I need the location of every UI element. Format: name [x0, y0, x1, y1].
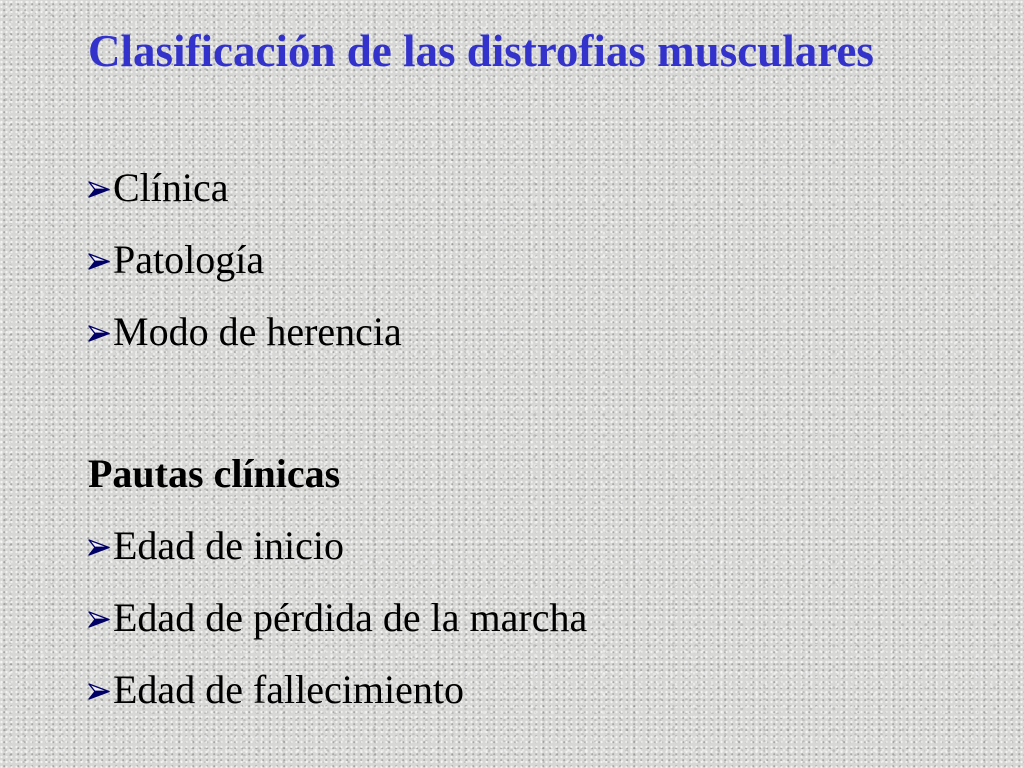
slide-title: Clasificación de las distrofias musculares: [88, 26, 874, 76]
arrowhead-bullet-icon: [88, 539, 110, 556]
classification-list: [88, 152, 402, 368]
clinical-guidelines-section: [88, 438, 587, 726]
list-item-label: Modo de herencia: [113, 309, 402, 354]
arrowhead-bullet-icon: [88, 611, 110, 628]
list-item: [88, 224, 402, 296]
arrowhead-bullet-icon: [88, 181, 110, 198]
clinical-guidelines-list: [88, 510, 587, 726]
section-heading: Pautas clínicas: [88, 451, 341, 496]
list-item: [88, 654, 587, 726]
list-item: [88, 152, 402, 224]
list-item-label: Edad de fallecimiento: [113, 667, 464, 712]
arrowhead-bullet-icon: [88, 325, 110, 342]
list-item: [88, 582, 587, 654]
list-item: [88, 510, 587, 582]
arrowhead-bullet-icon: [88, 683, 110, 700]
list-item: [88, 296, 402, 368]
list-item-label: Edad de inicio: [113, 523, 345, 568]
list-item-label: Edad de pérdida de la marcha: [113, 595, 588, 640]
arrowhead-bullet-icon: [88, 253, 110, 270]
list-item-label: Patología: [113, 237, 265, 282]
list-item-label: Clínica: [113, 165, 229, 210]
